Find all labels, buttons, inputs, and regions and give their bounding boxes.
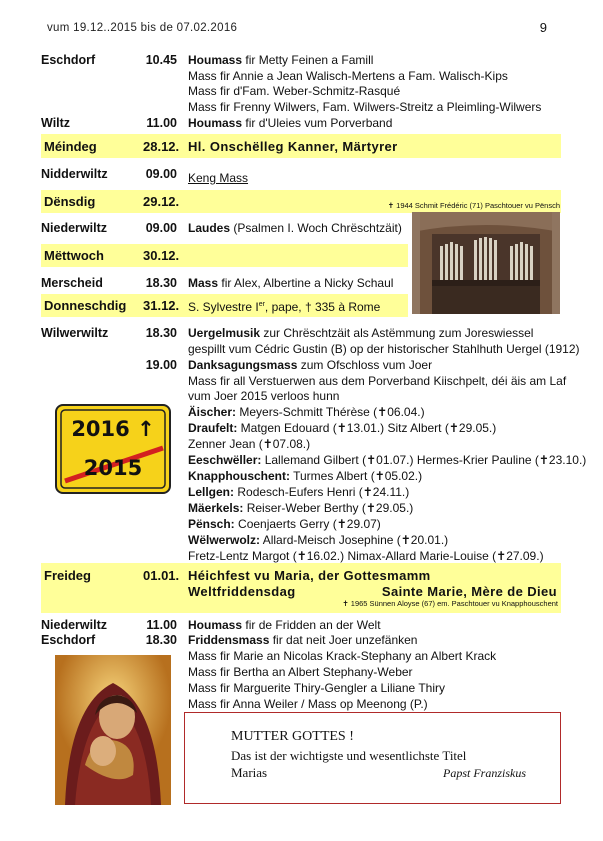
service-line: Mass fir d'Fam. Weber-Schmitz-Rasqué	[188, 84, 401, 98]
feast-title: Hl. Onschëlleg Kanner, Märtyrer	[188, 139, 398, 154]
deceased-line	[188, 468, 422, 484]
service-detail: zum Ofschloss vum Joer	[297, 358, 433, 372]
feast-title-sup: er	[258, 301, 265, 308]
service-detail: fir de Fridden an der Welt	[242, 618, 381, 632]
deceased-line	[188, 484, 409, 500]
service-time: 18.30	[145, 276, 177, 290]
service-time: 11.00	[146, 618, 177, 632]
deceased-line	[188, 500, 413, 516]
deceased-names: Allard-Meisch Josephine (✝20.01.)	[260, 533, 449, 547]
deceased-names: Coenjaerts Gerry (✝29.07)	[234, 517, 381, 531]
service-line	[188, 52, 373, 68]
service-time: 11.00	[146, 116, 177, 130]
service-type: Laudes	[188, 221, 231, 235]
memorial-note: ✝ 1944 Schmit Frédéric (71) Paschtouer vu Pënsch	[387, 201, 560, 210]
place-name: Eschdorf	[41, 53, 96, 67]
service-time: 09.00	[145, 221, 177, 235]
service-line: Mass fir Annie a Jean Walisch-Mertens a Fam. Walisch-Kips	[188, 69, 508, 83]
memorial-note: ✝ 1965 Sünnen Aloyse (67) em. Paschtouer vu Knapphouschent	[342, 599, 558, 608]
service-line	[188, 115, 392, 131]
village-name: Mäerkels:	[188, 501, 244, 515]
sign-new-year: 2016 ↑	[71, 417, 155, 441]
feast-title: Héichfest vu Maria, der Gottesmamm	[188, 568, 431, 583]
day-date: 30.12.	[143, 248, 180, 263]
deceased-names: Meyers-Schmitt Thérèse (✝06.04.)	[236, 405, 425, 419]
deceased-line	[188, 420, 496, 436]
service-line: Keng Mass	[188, 171, 249, 185]
day-name: Méindeg	[44, 139, 97, 154]
service-detail: zur Chrëschtzäit als Astëmmung zum Joreswiessel	[260, 326, 534, 340]
place-name: Merscheid	[41, 276, 103, 290]
service-line: vum Joer 2015 verloos hunn	[188, 389, 340, 403]
day-date: 28.12.	[143, 139, 180, 154]
service-line	[188, 632, 417, 648]
place-name: Niederwiltz	[41, 618, 107, 632]
feast-title	[188, 297, 380, 315]
place-name: Eschdorf	[41, 633, 96, 647]
deceased-line	[188, 532, 448, 548]
deceased-line	[188, 516, 381, 532]
service-time: 18.30	[145, 633, 177, 647]
day-name: Donneschdig	[44, 298, 127, 313]
service-line	[188, 357, 432, 373]
day-date: 31.12.	[143, 298, 180, 313]
village-name: Lellgen:	[188, 485, 235, 499]
deceased-names: Lallemand Gilbert (✝01.07.) Hermes-Krier Pauline (✝23.10.)	[261, 453, 587, 467]
service-type: Houmass	[188, 618, 243, 632]
organ-photo	[412, 212, 560, 314]
date-range: vum 19.12..2015 bis de 07.02.2016	[47, 22, 238, 34]
quote-line: Marias	[231, 765, 268, 780]
feast-title-b: , pape, † 335 à Rome	[264, 300, 381, 314]
deceased-line	[188, 404, 425, 420]
place-name: Wilwerwiltz	[41, 326, 109, 340]
place-name: Wiltz	[41, 116, 71, 130]
service-time: 09.00	[145, 167, 177, 181]
service-line	[188, 220, 402, 236]
service-type: Danksagungsmass	[188, 358, 298, 372]
place-name: Nidderwiltz	[41, 167, 108, 181]
service-time: 18.30	[145, 326, 177, 340]
service-line: Mass fir Frenny Wilwers, Fam. Wilwers-Streitz a Pleimling-Wilwers	[188, 100, 542, 114]
service-time: 10.45	[145, 53, 177, 67]
service-line	[188, 617, 381, 633]
service-type: Uergelmusik	[188, 326, 261, 340]
service-detail: fir dat neit Joer unzefänken	[269, 633, 418, 647]
service-line: gespillt vum Cédric Gustin (B) op der historischer Stahlhuth Uergel (1912)	[188, 342, 580, 356]
quote-line: Das ist der wichtigste und wesentlichste Titel	[231, 748, 467, 763]
deceased-names: Reiser-Weber Berthy (✝29.05.)	[243, 501, 414, 515]
feast-subtitle: Weltfriddensdag	[188, 584, 296, 599]
service-detail: (Psalmen I. Woch Chrëschtzäit)	[230, 221, 402, 235]
day-date: 01.01.	[143, 568, 180, 583]
village-name: Wëlwerwolz:	[188, 533, 261, 547]
service-detail: fir d'Uleies vum Porverband	[242, 116, 393, 130]
service-time: 19.00	[145, 358, 177, 372]
service-line: Mass fir Marguerite Thiry-Gengler a Liliane Thiry	[188, 681, 445, 695]
madonna-icon-image	[55, 655, 171, 805]
deceased-line: Zenner Jean (✝07.08.)	[188, 437, 311, 451]
deceased-line: Fretz-Lentz Margot (✝16.02.) Nimax-Allard Marie-Louise (✝27.09.)	[188, 549, 544, 563]
day-name: Dënsdig	[44, 194, 96, 209]
day-name: Mëttwoch	[44, 248, 104, 263]
service-type: Houmass	[188, 53, 243, 67]
day-date: 29.12.	[143, 194, 180, 209]
deceased-names: Matgen Edouard (✝13.01.) Sitz Albert (✝29.05.)	[237, 421, 497, 435]
place-name: Niederwiltz	[41, 221, 107, 235]
service-line: Mass fir Anna Weiler / Mass op Meenong (P.)	[188, 697, 428, 711]
sign-old-year: 2015	[83, 456, 143, 480]
deceased-names: Rodesch-Eufers Henri (✝24.11.)	[234, 485, 410, 499]
service-line: Mass fir Bertha an Albert Stephany-Weber	[188, 665, 413, 679]
town-sign-image	[55, 403, 171, 495]
quote-box	[184, 712, 561, 804]
page-header	[47, 22, 547, 38]
page-number: 9	[539, 20, 547, 35]
village-name: Knapphouschent:	[188, 469, 290, 483]
service-line	[188, 325, 533, 341]
village-name: Eeschwëller:	[188, 453, 262, 467]
service-type: Friddensmass	[188, 633, 270, 647]
service-type: Houmass	[188, 116, 243, 130]
feast-title-a: S. Sylvestre I	[188, 300, 259, 314]
deceased-line	[188, 452, 586, 468]
service-detail: fir Alex, Albertine a Nicky Schaul	[218, 276, 394, 290]
village-name: Äischer:	[188, 405, 237, 419]
service-detail: fir Metty Feinen a Famill	[242, 53, 374, 67]
service-type: Mass	[188, 276, 219, 290]
day-name: Freideg	[44, 568, 91, 583]
feast-title-french: Sainte Marie, Mère de Dieu	[381, 584, 557, 599]
service-line: Mass fir all Verstuerwen aus dem Porverband Kiischpelt, déi äis am Laf	[188, 374, 567, 388]
village-name: Pënsch:	[188, 517, 235, 531]
village-name: Draufelt:	[188, 421, 238, 435]
service-line	[188, 275, 393, 291]
deceased-names: Turmes Albert (✝05.02.)	[290, 469, 423, 483]
quote-author: Papst Franziskus	[443, 766, 527, 780]
service-line: Mass fir Marie an Nicolas Krack-Stephany an Albert Krack	[188, 649, 497, 663]
quote-title: MUTTER GOTTES !	[231, 729, 354, 744]
